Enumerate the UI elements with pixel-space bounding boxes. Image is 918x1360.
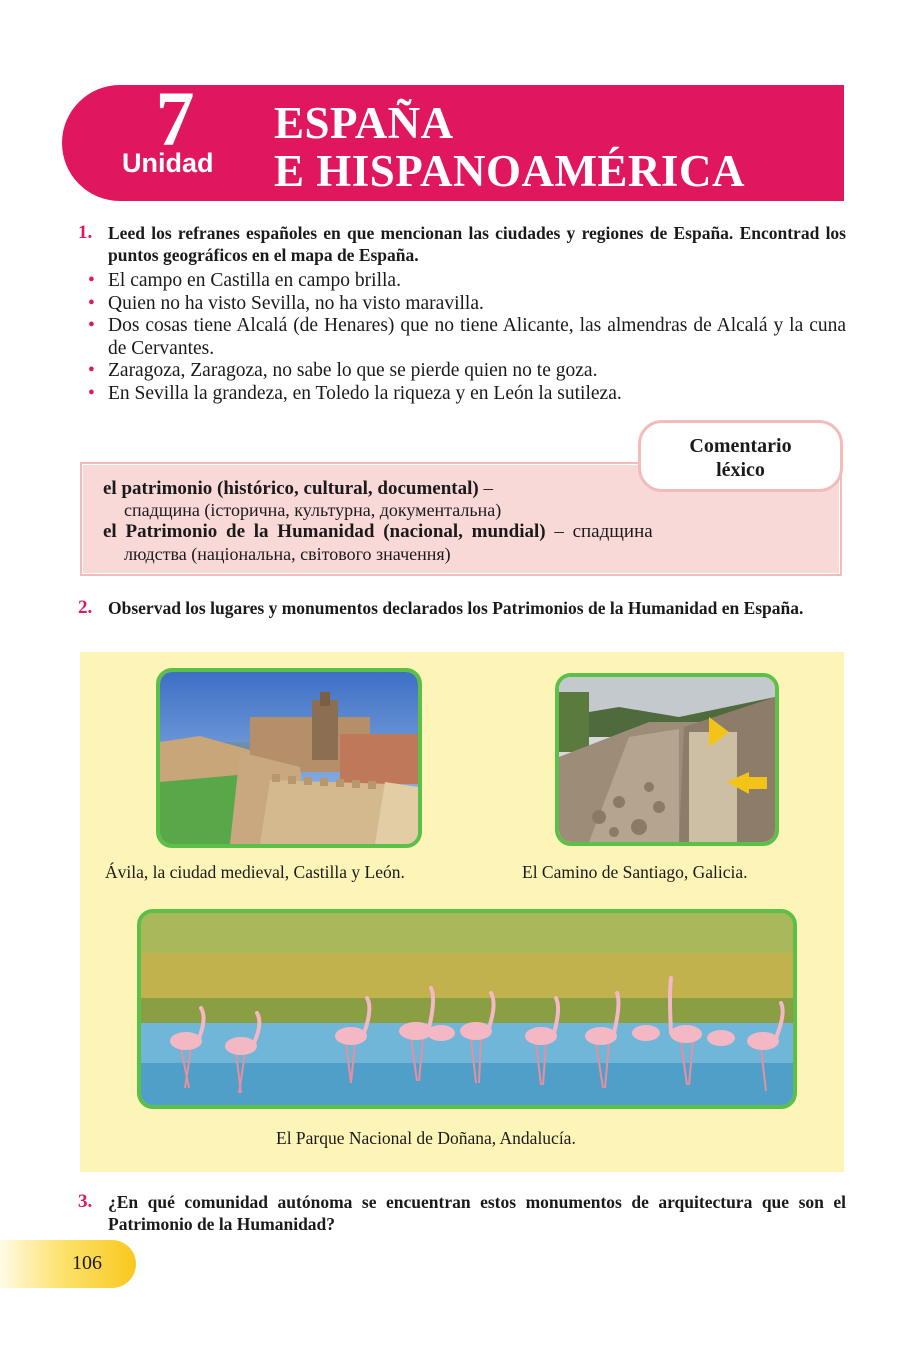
unit-title-line2: E HISPANOAMÉRICA	[274, 146, 745, 196]
page-number: 106	[72, 1252, 102, 1274]
lexical-translation-1: спадщина (історична, культурна, документальна)	[124, 500, 502, 520]
lexical-term-2: el Patrimonio de la Humanidad (nacional, mundial) – спадщина	[103, 521, 653, 542]
task-number: 1.	[78, 222, 93, 243]
list-item: • Zaragoza, Zaragoza, no sabe lo que se pierde quien no te goza.	[88, 360, 598, 381]
task-1	[78, 222, 846, 266]
avila-caption: Ávila, la ciudad medieval, Castilla y León.	[105, 862, 405, 882]
camino-caption: El Camino de Santiago, Galicia.	[522, 862, 748, 882]
lexical-term-1: el patrimonio (histórico, cultural, documental) –	[103, 478, 493, 499]
list-item: • El campo en Castilla en campo brilla.	[88, 270, 401, 291]
donana-photo	[137, 909, 797, 1109]
unit-number: 7	[155, 75, 195, 162]
sayings-list	[88, 270, 846, 405]
task-instruction: ¿En qué comunidad autónoma se encuentran estos monumentos de arquitectura que son el Patrimonio de la Humanidad?	[108, 1192, 846, 1234]
task-3	[78, 1191, 846, 1235]
task-2	[78, 597, 846, 619]
lexical-translation-2: людства (національна, світового значення)	[124, 544, 451, 564]
avila-photo	[156, 668, 422, 848]
page-number-tab	[0, 1240, 136, 1288]
donana-caption: El Parque Nacional de Doñana, Andalucía.	[276, 1128, 576, 1148]
task-number: 2.	[78, 597, 93, 618]
camino-photo	[555, 673, 779, 846]
task-number: 3.	[78, 1191, 93, 1212]
lexical-commentary-tag: Comentario léxico	[638, 420, 843, 492]
task-instruction: Observad los lugares y monumentos declarados los Patrimonios de la Humanidad en España.	[108, 598, 804, 618]
unit-title-line1: ESPAÑA	[274, 98, 454, 148]
unit-label: Unidad	[122, 148, 214, 178]
task-instruction: Leed los refranes españoles en que mencionan las ciudades y regiones de España. Encontrad los puntos geográficos en el mapa de España.	[108, 223, 846, 265]
list-item: • Dos cosas tiene Alcalá (de Henares) que no tiene Alicante, las almendras de Alcalá y la cuna de Cervantes.	[88, 315, 846, 359]
list-item: • En Sevilla la grandeza, en Toledo la riqueza y en León la sutileza.	[88, 382, 622, 404]
list-item: • Quien no ha visto Sevilla, no ha visto maravilla.	[88, 292, 484, 314]
